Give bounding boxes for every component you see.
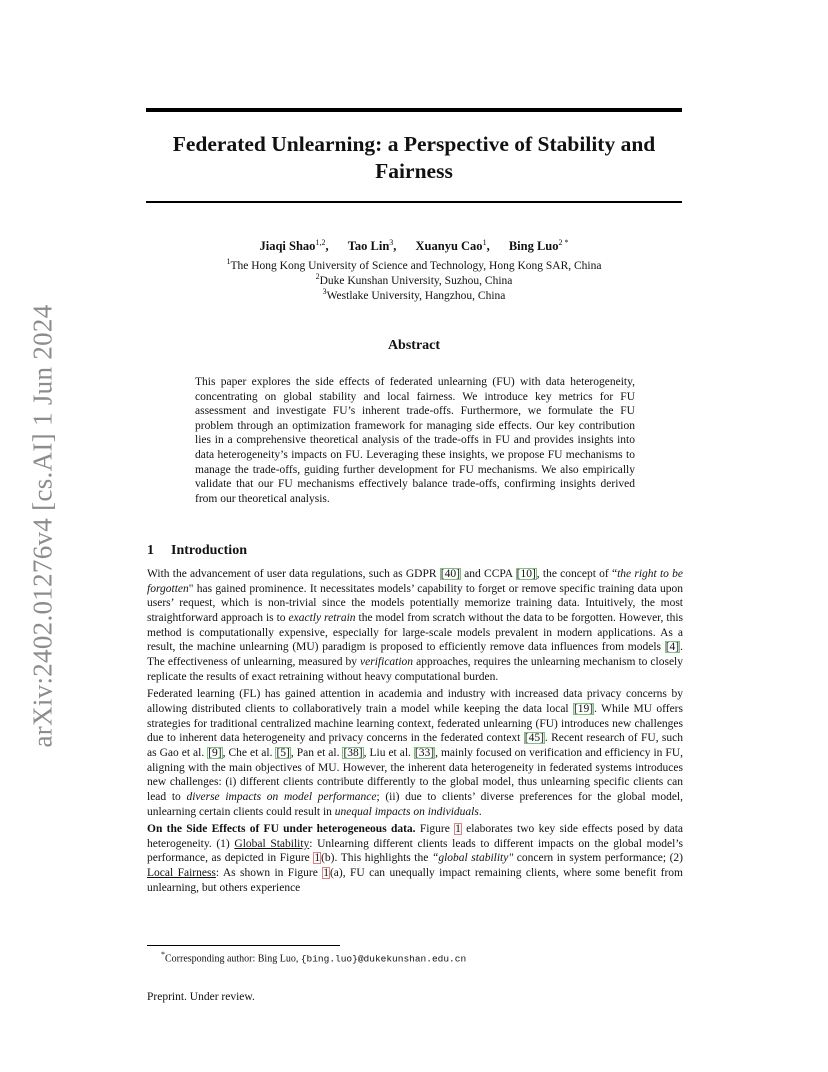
paragraph (147, 687, 683, 819)
author-name: Tao Lin (347, 239, 390, 254)
citation-link[interactable]: [5] (276, 746, 290, 759)
text-run: " has gained prominence. It necessitates models’ capability to forget or remove specific training data upon users’ request, which is non-trivial since the models potentially memorize training data. Intuitively, the most straightforward approach is to (147, 582, 683, 624)
text-run: approaches, requires the unlearning mechanism to closely replicate the results of exact retraining without heavy computational burden. (147, 655, 683, 683)
figure-link[interactable]: 1 (455, 823, 461, 836)
text-run: . (478, 805, 482, 818)
section-heading (147, 543, 247, 559)
text-run: With the advancement of user data regulations, such as GDPR (147, 568, 440, 580)
affiliation-text: The Hong Kong University of Science and Technology, Hong Kong SAR, China (230, 259, 602, 272)
text-run: . Recent research of FU, such as Gao et al. (147, 732, 683, 759)
author: Tao Lin$^3$, (347, 238, 397, 254)
emphasis: the right to be forgotten (147, 568, 683, 595)
author-name: Jiaqi Shao (259, 239, 316, 254)
citation-link[interactable]: [38] (343, 746, 363, 759)
text-run: , mainly focused on verification and efficiency in FU, aligning with the main objectives of MU. However, the inherent data heterogeneity in federated systems introduces new challenges: (i) different clients contribute differently to the global model, thus unlearning specific clients can lead to (147, 746, 683, 803)
text-run: and CCPA (460, 568, 516, 580)
text-run: , Pan et al. (290, 746, 343, 759)
footnote (161, 950, 466, 964)
text-run: Figure (415, 823, 455, 836)
citation-link[interactable]: [4] (665, 641, 680, 654)
citation-link[interactable]: [10] (516, 568, 536, 580)
figure-link[interactable]: 1 (323, 867, 329, 880)
email-address: {bing.luo}@dukekunshan.edu.cn (300, 953, 467, 965)
citation-link[interactable]: [19] (573, 702, 594, 715)
author-affiliation-mark: 1,2 (315, 238, 326, 247)
paper-title (146, 131, 682, 185)
text-run: , Liu et al. (363, 746, 414, 759)
footnote-rule (147, 945, 340, 946)
text-run: , Che et al. (222, 746, 276, 759)
paragraph (147, 567, 683, 684)
author-name: Bing Luo (508, 239, 559, 254)
emphasis: exactly retrain (288, 611, 356, 624)
text-run: (a), FU can unequally impact remaining clients, where some benefit from unlearning, but others experience (147, 867, 684, 894)
title-line-1: Federated Unlearning: a Perspective of Stability and (172, 132, 656, 156)
author (509, 239, 569, 253)
footnote-text: Corresponding author: Bing Luo, (165, 953, 301, 965)
abstract-heading: Abstract (387, 338, 441, 353)
author-name: Xuanyu Cao (415, 239, 483, 254)
text-run: the model from scratch without the data to be forgotten. However, this method is computationally expensive, especially for large-scale models prevalent in modern applications. As a result, the machine unlearning (MU) paradigm is proposed to efficiently remove data influences from models (147, 611, 683, 654)
footnote-mark: * (161, 950, 165, 959)
paragraph (147, 822, 683, 895)
underlined-term: Local Fairness (147, 867, 216, 880)
emphasis: verification (360, 655, 414, 668)
citation-link[interactable]: [33] (414, 746, 435, 759)
affiliation-text: Westlake University, Hangzhou, China (326, 289, 506, 302)
text-run: ; (ii) due to clients’ diverse preferences for the global model, unlearning certain clients could result in (147, 790, 683, 818)
text-run: : As shown in Figure (215, 867, 323, 880)
abstract-body: This paper explores the side effects of federated unlearning (FU) with data heterogeneity, concentrating on global stability and local fairness. We introduce key metrics for FU assessment and investigate FU’s inherent trade-offs. Furthermore, we formulate the FU problem through an optimization framework for managing side effects. Our key contribution lies in a comprehensive theoretical analysis of the trade-offs in FU and provides insights into data heterogeneity’s impacts on FU. Leveraging these insights, we propose FU mechanisms to manage the trade-offs, guiding further development for FU mechanisms. We also empirically validate that our FU mechanisms effectively balance trade-offs, confirming insights derived from our theoretical analysis. (195, 376, 635, 505)
affiliation-mark: 2 (315, 272, 320, 281)
emphasis: diverse impacts on model performance (186, 790, 377, 803)
text-run: , the concept of “ (536, 568, 618, 580)
author-list (146, 238, 682, 254)
title-bottom-rule (146, 201, 682, 203)
section-title: Introduction (171, 543, 247, 558)
citation-link[interactable]: [9] (208, 746, 222, 759)
text-run: elaborates two key side effects posed by data heterogeneity. (1) (147, 823, 683, 850)
text-run: (b). This highlights the (321, 852, 432, 865)
underlined-term: Global Stability (234, 837, 310, 850)
text-run: Federated learning (FL) has gained attention in academia and industry with increased data privacy concerns by allowing distributed clients to collaboratively train a model while keeping the data local (147, 688, 683, 715)
section-number: 1 (147, 543, 154, 558)
emphasis: “global stability" (431, 852, 514, 865)
text-run: concern in system performance; (2) (513, 852, 684, 865)
title-line-2: Fairness (375, 159, 453, 183)
author-affiliation-mark: 1 (482, 238, 487, 247)
top-rule (146, 108, 682, 112)
citation-link[interactable]: [40] (440, 568, 460, 580)
author: Jiaqi Shao$^{1,2}$, (259, 238, 329, 254)
citation-link[interactable]: [45] (524, 732, 544, 745)
author-affiliation-mark: 3 (389, 238, 394, 247)
author: Xuanyu Cao$^1$, (415, 238, 490, 254)
text-run: : Unlearning different clients leads to different impacts on the global model’s performance, as depicted in Figure (147, 837, 683, 865)
text-run: . The effectiveness of unlearning, measured by (147, 641, 683, 668)
affiliation-mark: 1 (226, 257, 231, 266)
author-affiliation-mark: 2 * (558, 238, 569, 247)
emphasis: unequal impacts on individuals (334, 805, 479, 818)
affiliation (146, 285, 682, 303)
figure-link[interactable]: 1 (314, 852, 321, 865)
affiliation-text: Duke Kunshan University, Suzhou, China (319, 274, 513, 287)
run-in-heading: On the Side Effects of FU under heterogeneous data. (147, 823, 416, 836)
preprint-notice: Preprint. Under review. (147, 991, 255, 1003)
text-run: . While MU offers strategies for traditional centralized machine learning context, federated unlearning (FU) introduces new challenges due to inherent data heterogeneity and privacy concerns in the federated context (147, 702, 683, 745)
arxiv-identifier: arXiv:2402.01276v4 [cs.AI] 1 Jun 2024 (27, 304, 58, 748)
affiliation-mark: 3 (322, 287, 327, 296)
body-text (147, 567, 683, 898)
